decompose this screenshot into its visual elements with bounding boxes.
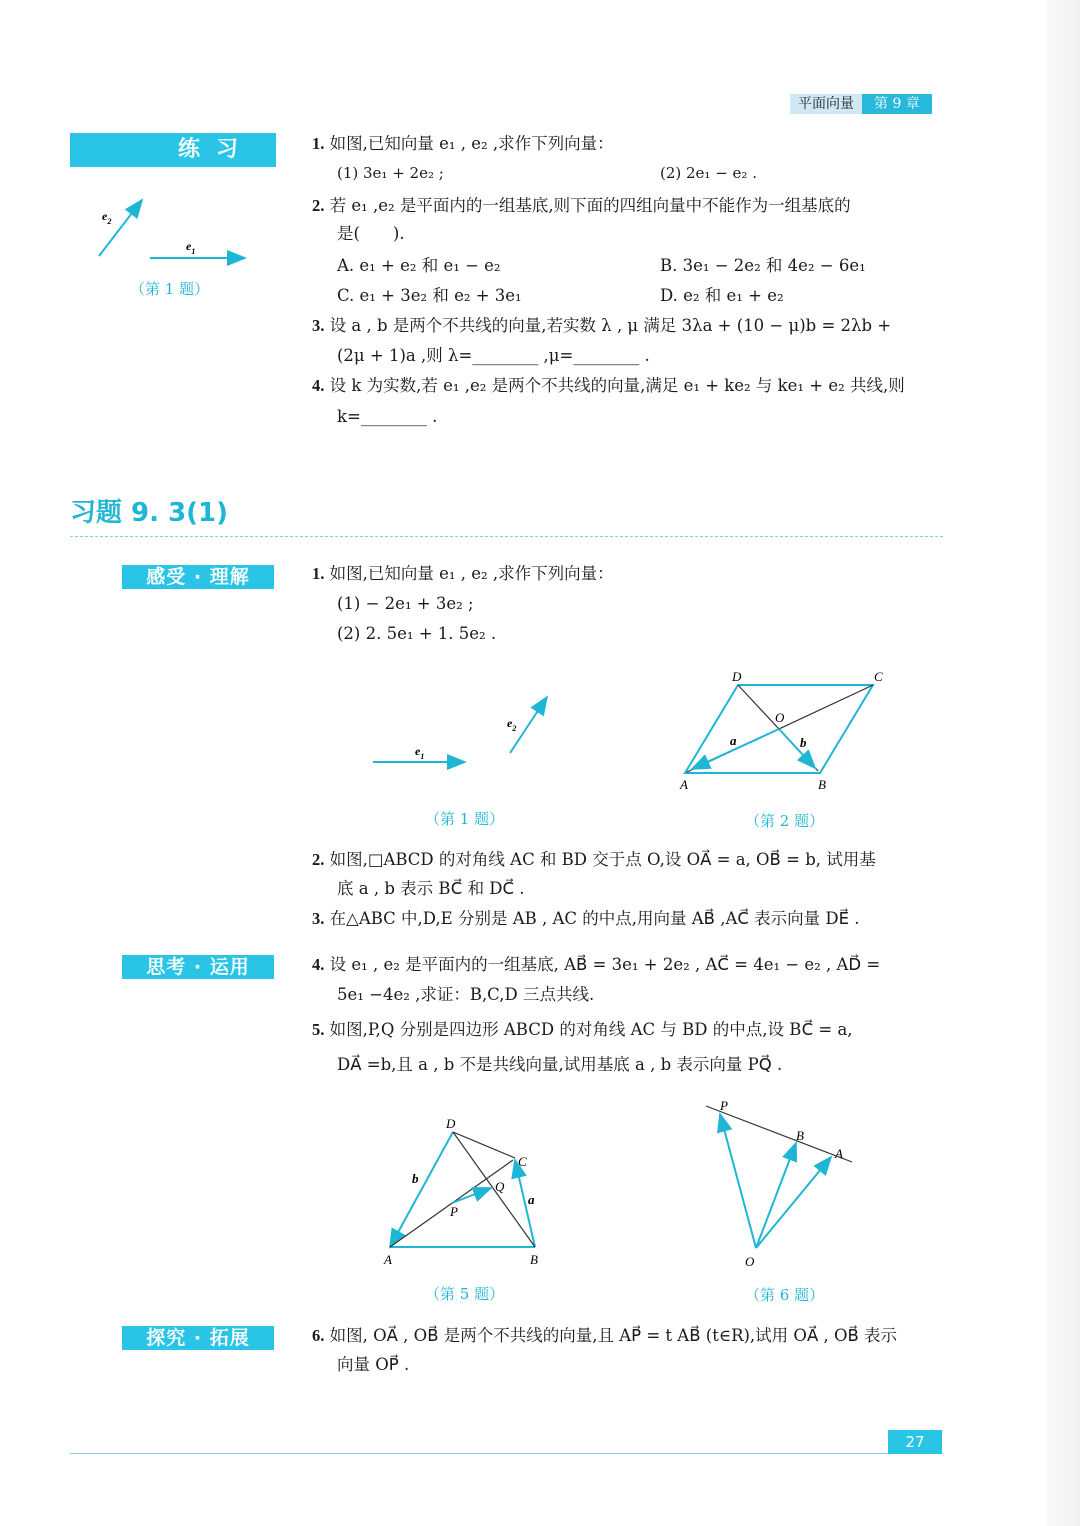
- fig-q2-parallelogram: [670, 665, 900, 795]
- exercise-q1a: (1) − 2e₁ + 3e₂ ;: [337, 594, 474, 613]
- exercise-title: 习题 9. 3(1): [70, 498, 229, 528]
- category-apply: 思考 · 运用: [122, 955, 274, 979]
- point-O: O: [745, 1254, 755, 1269]
- fig-q1-vectors: [365, 685, 565, 785]
- practice-problem-2-cont: 是( ).: [337, 224, 405, 243]
- label-a: a: [730, 733, 737, 748]
- exercise-q3: 3. 在△ABC 中,D,E 分别是 AB , AC 的中点,用向量 AB⃗ ,AC⃗ 表示向量 DE⃗ .: [312, 909, 860, 928]
- vector-OB: [779, 729, 815, 768]
- page-number: 27: [888, 1430, 942, 1454]
- practice-problem-4-cont: k=________ .: [337, 407, 438, 426]
- fig-q6-collinear: [700, 1090, 870, 1270]
- vector-OB: [756, 1143, 796, 1248]
- point-C: C: [518, 1154, 527, 1169]
- footer-line: [70, 1453, 943, 1454]
- exercise-q1b: (2) 2. 5e₁ + 1. 5e₂ .: [337, 624, 497, 643]
- chapter-header: [790, 94, 932, 114]
- point-P: P: [450, 1204, 458, 1219]
- practice-e2-label: $e_2$: [102, 209, 112, 226]
- q1-e2-label: $e_2$: [507, 716, 517, 733]
- exercise-q5-cont: DA⃗ =b,且 a , b 不是共线向量,试用基底 a , b 表示向量 PQ⃗ .: [337, 1055, 783, 1074]
- practice-problem-1a: (1) 3e₁ + 2e₂ ;: [337, 164, 444, 182]
- exercise-q4-cont: 5e₁ −4e₂ ,求证：B,C,D 三点共线.: [337, 985, 595, 1004]
- practice-banner-label: 练习: [177, 137, 254, 162]
- point-C: C: [874, 669, 883, 684]
- label-b: b: [800, 735, 807, 750]
- practice-option-C: C. e₁ + 3e₂ 和 e₂ + 3e₁: [337, 286, 522, 305]
- practice-problem-4: 4. 设 k 为实数,若 e₁ ,e₂ 是两个不共线的向量,满足 e₁ + ke₂ 与 ke₁ + e₂ 共线,则: [312, 376, 905, 395]
- page-edge-shadow: [1046, 0, 1080, 1526]
- practice-option-D: D. e₂ 和 e₁ + e₂: [660, 286, 784, 305]
- vector-PQ: [452, 1188, 491, 1203]
- vector-OA: [756, 1157, 831, 1248]
- point-D: D: [732, 669, 742, 684]
- category-explore: 探究 · 拓展: [122, 1326, 274, 1350]
- practice-option-B: B. 3e₁ − 2e₂ 和 4e₂ − 6e₁: [660, 256, 866, 275]
- point-A: A: [680, 777, 688, 792]
- point-B: B: [796, 1128, 804, 1143]
- exercise-q1: 1. 如图,已知向量 e₁ , e₂ ,求作下列向量：: [312, 564, 614, 583]
- point-B: B: [530, 1252, 538, 1267]
- fig-q5-caption: （第 5 题）: [425, 1285, 505, 1303]
- practice-e1-label: $e_1$: [186, 239, 196, 256]
- chapter-title: 平面向量: [790, 94, 862, 114]
- practice-banner: [70, 133, 276, 167]
- practice-option-A: A. e₁ + e₂ 和 e₁ − e₂: [337, 256, 501, 275]
- exercise-q4: 4. 设 e₁ , e₂ 是平面内的一组基底, AB⃗ = 3e₁ + 2e₂ , AC⃗ = 4e₁ − e₂ , AD⃗ =: [312, 955, 881, 974]
- label-a: a: [528, 1192, 535, 1207]
- point-O: O: [775, 710, 785, 725]
- exercise-q6: 6. 如图, OA⃗ , OB⃗ 是两个不共线的向量,且 AP⃗ = t AB⃗ (t∈R),试用 OA⃗ , OB⃗ 表示: [312, 1326, 898, 1345]
- point-P: P: [720, 1098, 728, 1113]
- fig-q1-caption: （第 1 题）: [425, 810, 505, 828]
- category-understand: 感受 · 理解: [122, 565, 274, 589]
- fig-q2-caption: （第 2 题）: [745, 812, 825, 830]
- vector-DA: [390, 1132, 453, 1247]
- point-A: A: [384, 1252, 392, 1267]
- point-A: A: [835, 1146, 843, 1161]
- title-divider: [70, 536, 943, 537]
- q1-e1-label: $e_1$: [415, 744, 425, 761]
- point-B: B: [818, 777, 826, 792]
- exercise-q2: 2. 如图,□ABCD 的对角线 AC 和 BD 交于点 O,设 OA⃗ = a, OB⃗ = b, 试用基: [312, 850, 876, 869]
- practice-problem-3: 3. 设 a , b 是两个不共线的向量,若实数 λ , μ 满足 3λa + (10 − μ)b = 2λb +: [312, 316, 892, 335]
- exercise-q2-cont: 底 a , b 表示 BC⃗ 和 DC⃗ .: [337, 879, 525, 898]
- fig-q6-caption: （第 6 题）: [745, 1286, 825, 1304]
- practice-problem-2: 2. 若 e₁ ,e₂ 是平面内的一组基底,则下面的四组向量中不能作为一组基底的: [312, 196, 851, 215]
- point-D: D: [446, 1116, 456, 1131]
- practice-fig1-vectors: [80, 190, 270, 270]
- practice-fig1-caption: （第 1 题）: [130, 280, 210, 298]
- fig-q5-quadrilateral: [380, 1110, 550, 1270]
- line-PBA: [706, 1106, 852, 1162]
- practice-problem-1: 1. 如图,已知向量 e₁ , e₂ ,求作下列向量：: [312, 134, 614, 153]
- exercise-q6-cont: 向量 OP⃗ .: [337, 1355, 410, 1374]
- label-b: b: [412, 1171, 419, 1186]
- vector-OP: [720, 1114, 756, 1248]
- practice-problem-1b: (2) 2e₁ − e₂ .: [660, 164, 757, 182]
- practice-problem-3-cont: (2μ + 1)a ,则 λ=________ ,μ=________ .: [337, 346, 650, 365]
- chapter-number: 第 9 章: [862, 94, 932, 114]
- point-Q: Q: [495, 1179, 505, 1194]
- exercise-q5: 5. 如图,P,Q 分别是四边形 ABCD 的对角线 AC 与 BD 的中点,设 BC⃗ = a,: [312, 1020, 853, 1039]
